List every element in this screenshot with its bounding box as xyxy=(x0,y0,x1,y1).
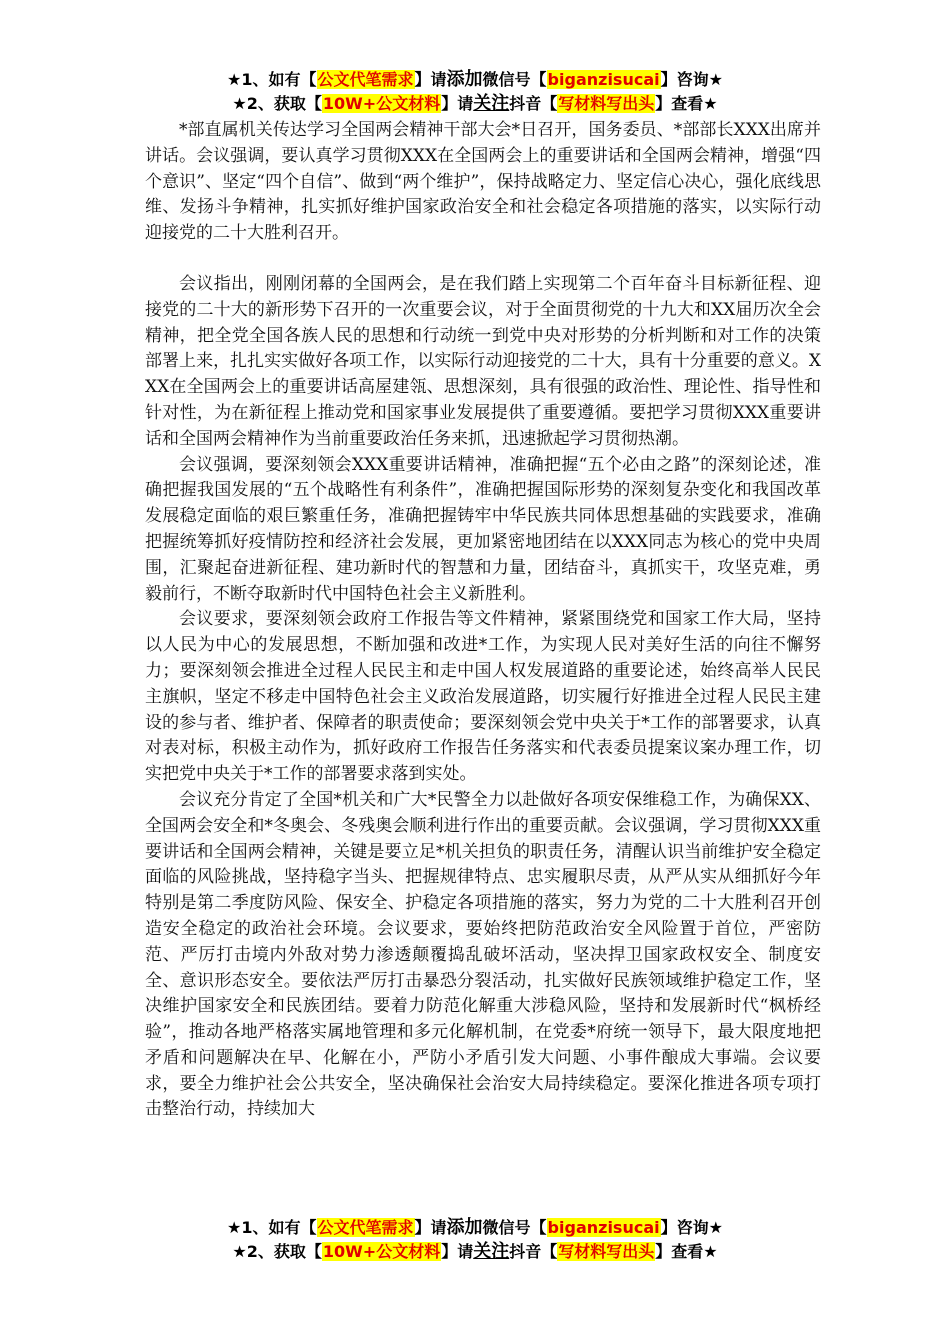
header-banner xyxy=(0,68,950,116)
banner-emphasis: 关注 xyxy=(473,1241,510,1262)
banner-text: 抖音【 xyxy=(509,94,558,113)
paragraph-5: 会议充分肯定了全国*机关和广大*民警全力以赴做好各项安保维稳工作，为确保XX、全国两会安全和*冬奥会、冬残奥会顺利进行作出的重要贡献。会议强调，学习贯彻XXX重要讲话和全国两会精神，关键是要立足*机关担负的职责任务，清醒认识当前维护安全稳定面临的风险挑战，坚持稳字当头、把握规律特点、忠实履职尽责，从严从实从细抓好今年特别是第二季度防风险、保安全、护稳定各项措施的落实，努力为党的二十大胜利召开创造安全稳定的政治社会环境。会议要求，要始终把防范政治安全风险置于首位，严密防范、严厉打击境内外敌对势力渗透颠覆捣乱破坏活动，坚决捍卫国家政权安全、制度安全、意识形态安全。要依法严厉打击暴恐分裂活动，扎实做好民族领域维护稳定工作，坚决维护国家安全和民族团结。要着力防范化解重大涉稳风险，坚持和发展新时代“枫桥经验”，推动各地严格落实属地管理和多元化解机制，在党委*府统一领导下，最大限度地把矛盾和问题解决在早、化解在小，严防小矛盾引发大问题、小事件酿成大事端。会议要求，要全力维护社会公共安全，坚决确保社会治安大局持续稳定。要深化推进各项专项打击整治行动，持续加大 xyxy=(145,789,821,1120)
banner-emphasis: 关注 xyxy=(473,93,510,114)
banner-text: 】咨询★ xyxy=(660,1218,723,1237)
banner-text: ★2、获取【 xyxy=(232,1242,322,1261)
footer-banner xyxy=(0,1216,950,1264)
banner-text: ★1、如有【 xyxy=(227,70,317,89)
banner-text: 微信号【 xyxy=(482,70,547,89)
paragraph-3: 会议强调，要深刻领会XXX重要讲话精神，准确把握“五个必由之路”的深刻论述，准确把握我国发展的“五个战略性有利条件”，准确把握国际形势的深刻复杂变化和我国改革发展稳定面临的艰巨繁重任务，准确把握铸牢中华民族共同体思想基础的实践要求，准确把握统筹抓好疫情防控和经济社会发展，更加紧密地团结在以XXX同志为核心的党中央周围，汇聚起奋进新征程、建功新时代的智慧和力量，团结奋斗，真抓实干，攻坚克难，勇毅前行，不断夺取新时代中国特色社会主义新胜利。 xyxy=(145,454,821,604)
banner-emphasis: 添加 xyxy=(446,1217,483,1238)
banner-line-1 xyxy=(0,68,950,92)
banner-highlight: 10W+公文材料 xyxy=(322,1242,441,1261)
banner-emphasis: 添加 xyxy=(446,69,483,90)
banner-text: 】查看★ xyxy=(655,1242,718,1261)
banner-line-1 xyxy=(0,1216,950,1240)
paragraph-4: 会议要求，要深刻领会政府工作报告等文件精神，紧紧围绕党和国家工作大局，坚持以人民为中心的发展思想，不断加强和改进*工作，为实现人民对美好生活的向往不懈努力；要深刻领会推进全过程人民民主和走中国人权发展道路的重要论述，始终高举人民民主旗帜，坚定不移走中国特色社会主义政治发展道路，切实履行好推进全过程人民民主建设的参与者、维护者、保障者的职责使命；要深刻领会党中央关于*工作的部署要求，认真对表对标，积极主动作为，抓好政府工作报告任务落实和代表委员提案议案办理工作，切实把党中央关于*工作的部署要求落到实处。 xyxy=(145,609,821,785)
banner-text: ★1、如有【 xyxy=(227,1218,317,1237)
paragraph-1: *部直属机关传达学习全国两会精神干部大会*日召开，国务委员、*部部长XXX出席并讲话。会议强调，要认真学习贯彻XXX在全国两会上的重要讲话和全国两会精神，增强“四个意识”、坚定“四个自信”、做到“两个维护”，保持战略定力、坚定信心决心，强化底线思维、发扬斗争精神，扎实抓好维护国家政治安全和社会稳定各项措施的落实，以实际行动迎接党的二十大胜利召开。 xyxy=(145,120,821,244)
banner-line-2 xyxy=(0,1240,950,1264)
paragraph-2: 会议指出，刚刚闭幕的全国两会，是在我们踏上实现第二个百年奋斗目标新征程、迎接党的二十大的新形势下召开的一次重要会议，对于全面贯彻党的十九大和XX届历次全会精神，把全党全国各族人民的思想和行动统一到党中央对形势的分析判断和对工作的决策部署上来，扎扎实实做好各项工作，以实际行动迎接党的二十大，具有十分重要的意义。XXX在全国两会上的重要讲话高屋建瓴、思想深刻，具有很强的政治性、理论性、指导性和针对性，为在新征程上推动党和国家事业发展提供了重要遵循。要把学习贯彻XXX重要讲话和全国两会精神作为当前重要政治任务来抓，迅速掀起学习贯彻热潮。 xyxy=(145,273,821,449)
banner-text: ★2、获取【 xyxy=(232,94,322,113)
banner-text: 】咨询★ xyxy=(660,70,723,89)
banner-highlight: 10W+公文材料 xyxy=(322,94,441,113)
banner-text: 】请 xyxy=(414,1218,447,1237)
banner-text: 抖音【 xyxy=(509,1242,558,1261)
banner-text: 】请 xyxy=(441,94,474,113)
banner-douyin-id: 写材料写出头 xyxy=(558,1242,655,1261)
banner-highlight: 公文代笔需求 xyxy=(317,1218,414,1237)
banner-highlight: 公文代笔需求 xyxy=(317,70,414,89)
banner-text: 】请 xyxy=(441,1242,474,1261)
banner-line-2 xyxy=(0,92,950,116)
banner-text: 微信号【 xyxy=(482,1218,547,1237)
banner-wechat-id: biganzisucai xyxy=(547,70,660,89)
banner-wechat-id: biganzisucai xyxy=(547,1218,660,1237)
banner-text: 】查看★ xyxy=(655,94,718,113)
document-body xyxy=(145,118,821,1123)
banner-text: 】请 xyxy=(414,70,447,89)
banner-douyin-id: 写材料写出头 xyxy=(558,94,655,113)
